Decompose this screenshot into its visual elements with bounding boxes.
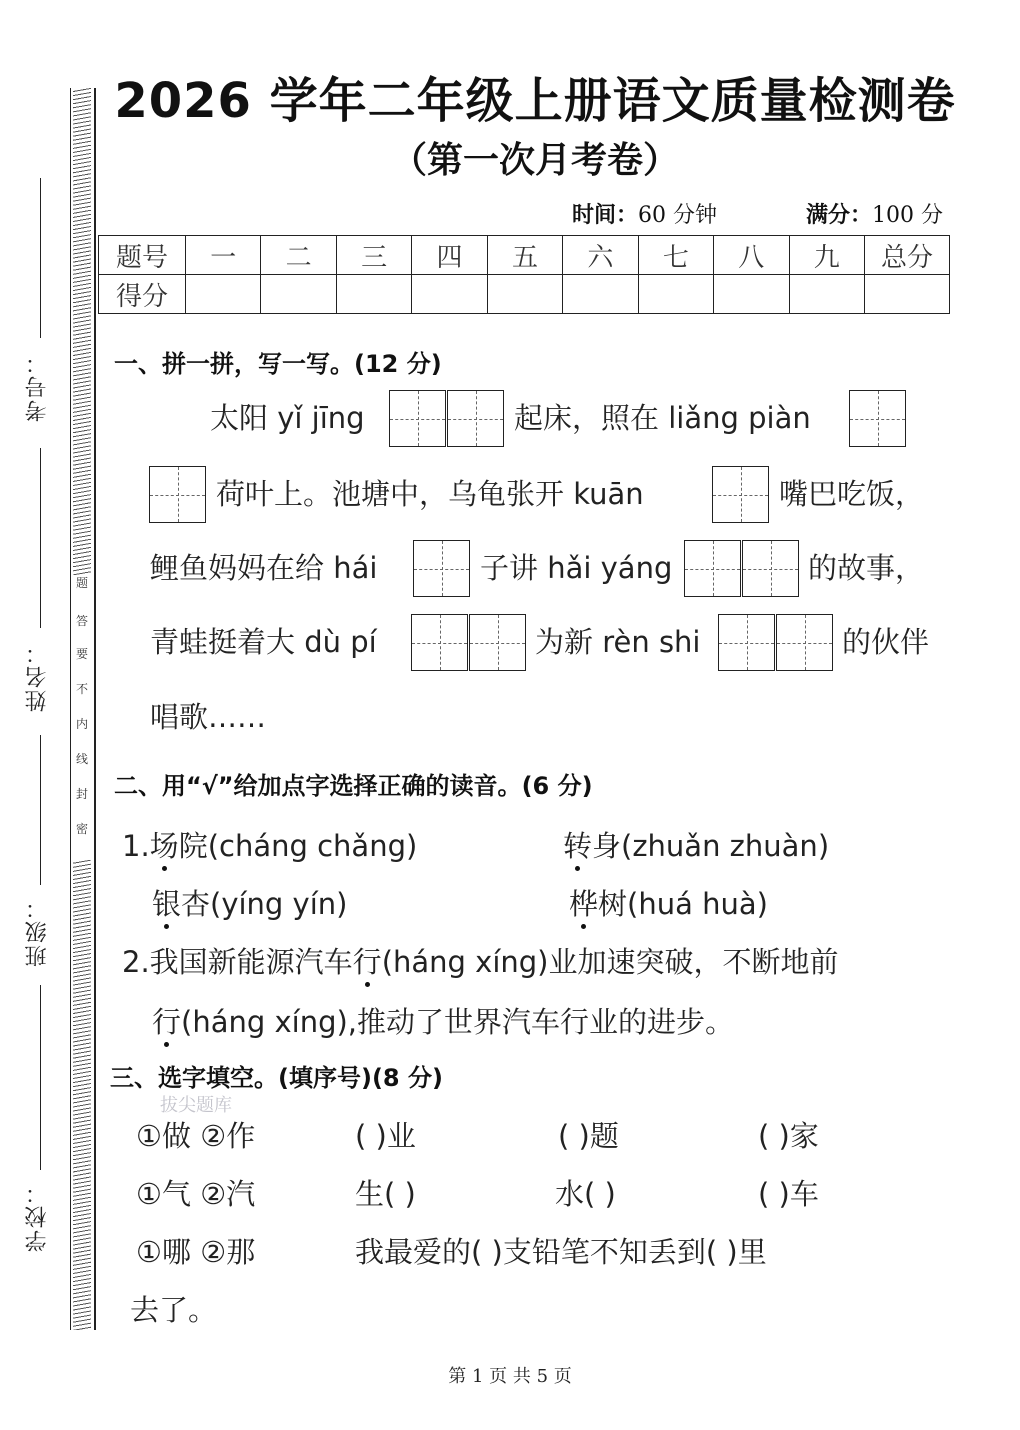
s2-q1-row2-left xyxy=(152,882,347,923)
s3-blank[interactable]: 生( ) xyxy=(355,1177,416,1211)
s2-q2-line1 xyxy=(122,940,838,981)
time-label: 时间： xyxy=(572,202,639,228)
score-table-col: 四 xyxy=(412,236,487,275)
score-cell[interactable] xyxy=(261,275,336,314)
binding-line-inner xyxy=(94,88,96,1330)
full-score-info xyxy=(806,198,943,229)
s2-q2-text: 2.我国新能源汽车 xyxy=(122,945,353,979)
tianzige-box[interactable] xyxy=(742,540,799,597)
score-table-header: 得分 xyxy=(99,275,186,314)
score-cell[interactable] xyxy=(789,275,865,314)
school-label: 学校： xyxy=(25,1180,50,1252)
section3-title-text: 三、选字填空。(填序号) xyxy=(110,1064,372,1092)
s2-q1-number: 1. xyxy=(122,829,150,863)
exam-number-label: 考号： xyxy=(25,350,50,422)
seal-char: 不 xyxy=(75,682,88,696)
score-table-header: 题号 xyxy=(99,236,186,275)
s1-line2-b: 嘴巴吃饭， xyxy=(779,477,925,511)
class-label: 班级： xyxy=(25,895,50,967)
s3-blank[interactable]: ( )车 xyxy=(758,1177,819,1211)
s1-line1-a: 太阳 yǐ jīng xyxy=(210,401,365,435)
seal-char: 题 xyxy=(75,576,88,590)
class-blank[interactable] xyxy=(40,735,41,885)
score-cell[interactable] xyxy=(412,275,487,314)
tianzige-box[interactable] xyxy=(411,614,468,671)
dotted-char: 行 xyxy=(152,1000,181,1041)
dotted-char: 银 xyxy=(152,882,181,923)
dotted-char: 场 xyxy=(150,824,179,865)
dotted-char: 桦 xyxy=(569,882,598,923)
score-cell[interactable] xyxy=(714,275,789,314)
s2-q2-reading[interactable]: (háng xíng)业加速突破，不断地前 xyxy=(381,945,839,979)
section2-title-text: 二、用“√”给加点字选择正确的读音。 xyxy=(114,772,522,800)
name-label: 姓名： xyxy=(25,640,50,712)
score-cell[interactable] xyxy=(563,275,638,314)
tianzige-box[interactable] xyxy=(469,614,526,671)
s3-blank[interactable]: 水( ) xyxy=(555,1177,616,1211)
time-value: 60 分钟 xyxy=(638,203,718,228)
tianzige-box[interactable] xyxy=(776,614,833,671)
school-blank[interactable] xyxy=(40,985,41,1170)
score-table-col: 八 xyxy=(714,236,789,275)
s2-item-reading[interactable]: 院(cháng chǎng) xyxy=(178,829,418,863)
score-table-header-row xyxy=(99,236,950,275)
s2-item-reading[interactable]: 树(huá huà) xyxy=(598,887,768,921)
score-table-col: 二 xyxy=(261,236,336,275)
s3-row1-options: ①做 ②作 xyxy=(136,1119,256,1153)
section3-title xyxy=(110,1058,443,1093)
s3-row3-options: ①哪 ②那 xyxy=(136,1235,256,1269)
s3-row3-continuation: 去了。 xyxy=(130,1293,218,1327)
s2-q1-row1-right xyxy=(563,824,829,865)
tianzige-box[interactable] xyxy=(712,466,769,523)
score-table-col: 七 xyxy=(638,236,713,275)
tianzige-box[interactable] xyxy=(849,390,906,447)
s2-q2-reading[interactable]: (háng xíng),推动了世界汽车行业的进步。 xyxy=(181,1005,735,1039)
page-footer: 第 1 页 共 5 页 xyxy=(448,1366,572,1387)
s1-line3-b: 子讲 hǎi yáng xyxy=(480,551,673,585)
s3-blank[interactable]: ( )题 xyxy=(558,1119,619,1153)
s1-line1-b: 起床，照在 liǎng piàn xyxy=(514,401,811,435)
s1-line4-b: 为新 rèn shi xyxy=(535,625,701,659)
full-score-value: 100 分 xyxy=(872,203,944,228)
dotted-char: 行 xyxy=(353,940,382,981)
tianzige-box[interactable] xyxy=(149,466,206,523)
s2-q1-row2-right xyxy=(569,882,768,923)
s2-q2-line2 xyxy=(152,1000,734,1041)
s1-line3-a: 鲤鱼妈妈在给 hái xyxy=(150,551,378,585)
tianzige-box[interactable] xyxy=(718,614,775,671)
section2-points: (6 分) xyxy=(521,772,593,800)
score-cell[interactable] xyxy=(865,275,950,314)
score-table-col: 总分 xyxy=(865,236,950,275)
score-cell[interactable] xyxy=(638,275,713,314)
s1-line2-a: 荷叶上。池塘中，乌龟张开 kuān xyxy=(216,477,644,511)
score-cell[interactable] xyxy=(186,275,261,314)
score-table xyxy=(98,235,950,314)
tianzige-box[interactable] xyxy=(413,540,470,597)
seal-char: 密 xyxy=(75,822,88,836)
s2-q1-row1-left xyxy=(122,824,417,865)
s1-line3-c: 的故事， xyxy=(808,551,925,585)
full-score-label: 满分： xyxy=(806,202,873,228)
s1-line4-a: 青蛙挺着大 dù pí xyxy=(150,625,377,659)
section2-title xyxy=(114,766,593,801)
s2-item-reading[interactable]: 杏(yíng yín) xyxy=(181,887,348,921)
tianzige-box[interactable] xyxy=(684,540,741,597)
score-table-score-row xyxy=(99,275,950,314)
s3-row3-sentence[interactable]: 我最爱的( )支铅笔不知丢到( )里 xyxy=(355,1235,767,1269)
tianzige-box[interactable] xyxy=(447,390,504,447)
seal-char: 内 xyxy=(75,717,88,731)
section1-title xyxy=(114,344,442,379)
time-info xyxy=(572,198,717,229)
s3-blank[interactable]: ( )家 xyxy=(758,1119,819,1153)
section1-title-text: 一、拼一拼，写一写。 xyxy=(114,350,354,378)
tianzige-box[interactable] xyxy=(389,390,446,447)
score-cell[interactable] xyxy=(336,275,411,314)
score-cell[interactable] xyxy=(487,275,562,314)
seal-char: 线 xyxy=(75,752,88,766)
exam-number-blank[interactable] xyxy=(40,178,41,338)
seal-char: 要 xyxy=(75,647,88,661)
seal-char: 答 xyxy=(75,614,88,628)
section3-points: (8 分) xyxy=(371,1064,443,1092)
name-blank[interactable] xyxy=(40,448,41,628)
dotted-char: 转 xyxy=(563,824,592,865)
seal-char: 封 xyxy=(75,787,88,801)
score-table-col: 三 xyxy=(336,236,411,275)
s1-line5: 唱歌…… xyxy=(150,700,267,734)
s3-row2-options: ①气 ②汽 xyxy=(136,1177,256,1211)
watermark: 拔尖题库 xyxy=(160,1095,232,1116)
score-table-col: 一 xyxy=(186,236,261,275)
s1-line4-c: 的伙伴 xyxy=(842,625,930,659)
section1-points: (12 分) xyxy=(354,350,442,378)
score-table-col: 九 xyxy=(789,236,865,275)
page-title: 2026 学年二年级上册语文质量检测卷 xyxy=(114,73,956,129)
page-subtitle: （第一次月考卷） xyxy=(390,140,679,181)
s2-item-reading[interactable]: 身(zhuǎn zhuàn) xyxy=(592,829,830,863)
score-table-col: 五 xyxy=(487,236,562,275)
s3-blank[interactable]: ( )业 xyxy=(355,1119,416,1153)
score-table-col: 六 xyxy=(563,236,638,275)
